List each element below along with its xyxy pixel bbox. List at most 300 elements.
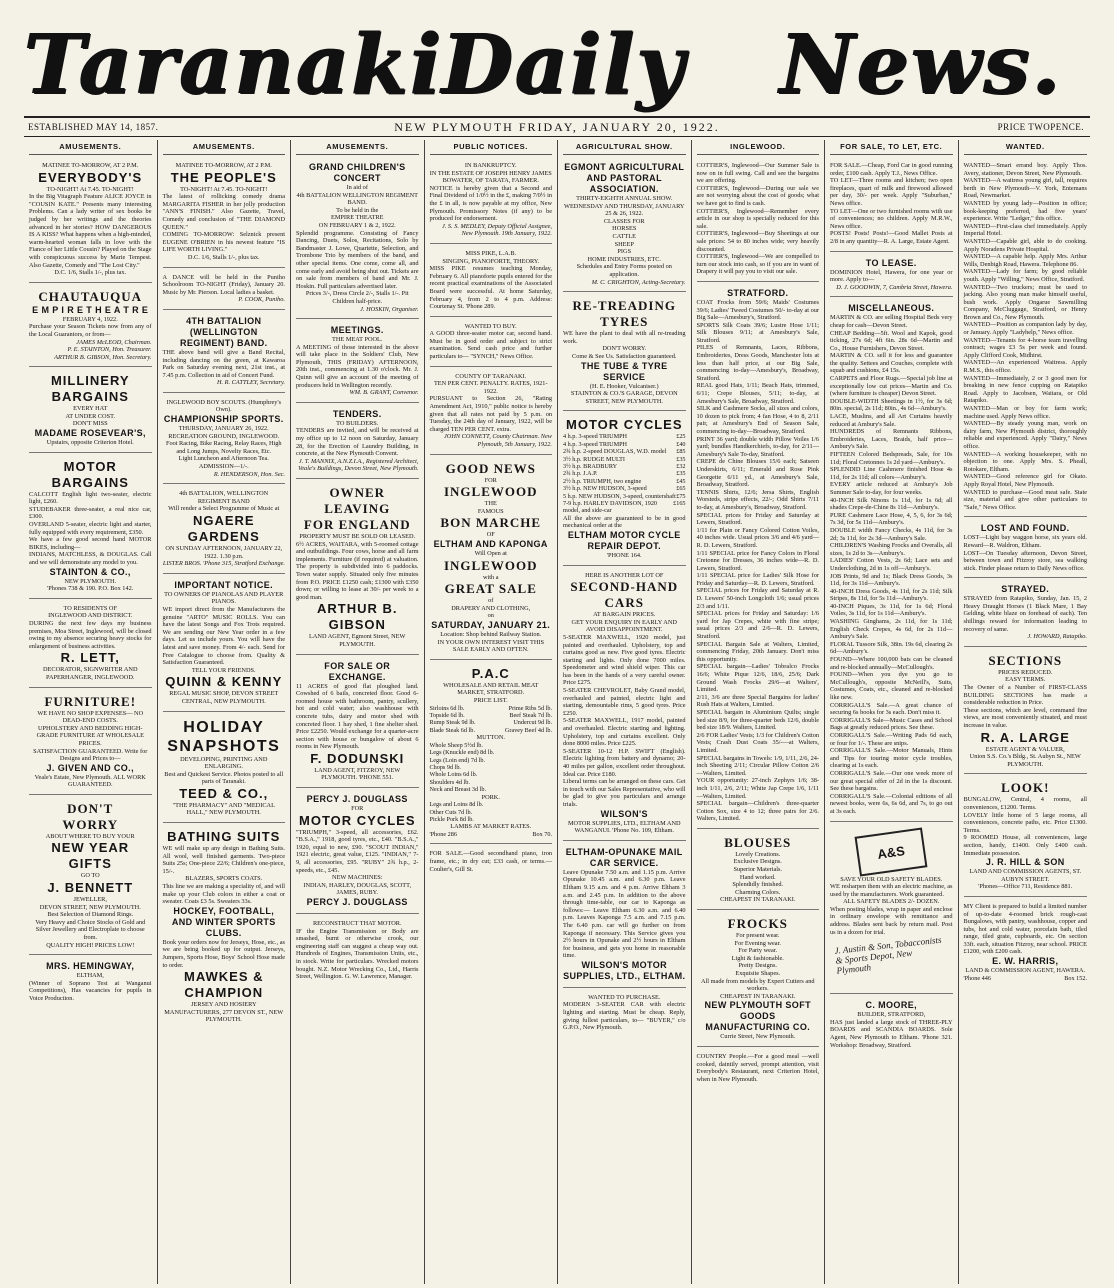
ad-signature: LISTER BROS. 'Phone 315, Stratford Exchange. — [162, 560, 285, 568]
ad-body: WE resharpen them with an electric machine, as used by the manufacturers. Work guaranteed. — [830, 883, 953, 898]
ad-body: Splendid programme. Consisting of Fancy Dancing, Duets, Solos, Recitations, Solo by Bandmaster J. Lowe, Quartette, Selection, and Trombone Trio by members of the band, and other special items. One come, come all, and come early and avoid being shut out. Tickets are on sale from members of band and Mr. J. Hoskin. Full particulars advertised later. — [296, 229, 419, 290]
ad-centered-line: IN THE ESTATE OF JOSEPH HENRY JAMES BOWATER, OF TARATA, FARMER. — [429, 169, 552, 185]
ad-centered-line: Very Heavy and Choice Stocks of Gold and Silver Jewellery and Electroplate to choose from. — [35, 918, 146, 942]
price-row — [563, 463, 686, 470]
advertisement — [163, 396, 286, 484]
ad-headline: IMPORTANT NOTICE. — [174, 579, 274, 590]
advertisement — [29, 691, 152, 795]
ad-body: CHILDREN'S Washing Frocks and Overalls, all sizes, 1s 2d to 3s—Ambury's. — [830, 542, 953, 557]
ad-centered-line: Currie Street, New Plymouth. — [720, 1033, 796, 1041]
ad-body: NOTICE is hereby given that a Second and Final Dividend of 1/0½ in the £, making 7/0½ in the £ in all, is now payable at my office, New Plymouth. Promissory Notes (if any) to be produced for endorsement. — [429, 184, 552, 223]
ad-centered-line: Foot Racing, Bike Racing, Relay Races, High and Long Jumps, Novelty Races, Etc. — [165, 440, 282, 455]
ad-centered-line: JERSEY AND HOSIERY MANUFACTURERS, 277 DEVON ST., NEW PLYMOUTH. — [164, 1001, 284, 1024]
ad-body: SPECIAL bargain—Children's three-quarter Cotton Sox, size 4 to 12; three pairs for 2/6. Walters, Limited. — [696, 800, 819, 823]
price-cell: 7-9 h.p. HARLEY DAVIDSON, 1920 model, and side-car — [563, 499, 658, 515]
ad-body: WANTED—By steady young man, work on dairy farm, New Plymouth district, thoroughly reliable and experienced. Apply "Dairy," News office. — [963, 420, 1087, 450]
advertisement — [830, 997, 953, 1054]
ad-body: 40-INCH Piques, 3s 11d, for 1s 6d; Floral Voiles, 3s 11d, for 1s 11d—Ambury's. — [830, 602, 953, 618]
advertisement — [697, 159, 820, 282]
price-list — [964, 975, 1088, 982]
ad-body: "TRIUMPH," 3-speed, all accessories, £62. "B.S.A.," 1918, good tyres, etc., £40. "B.S.A.," 1920, equal to new, £90. "SCOUT INDIAN," 1921 electric, great value, £125. "INDIAN," 7-9, all accessories, £95. "RUBY" 2¾ h.p., 2-speeds, etc., £45. — [296, 828, 419, 874]
ad-body: DOUBLE-WIDTH Sheetings in 1½, for 3s 6d; 80in. special, 2s 11d; 80in., 4s 6d—Ambury's. — [830, 397, 953, 413]
ad-centered-line: SAVE YOUR OLD SAFETY BLADES. — [840, 875, 943, 883]
ad-signature: J. HOWARD, Ratapiko. — [1027, 633, 1087, 641]
ad-centered-line: FOR — [351, 805, 364, 813]
ad-centered-line: Superior Materials. — [733, 866, 783, 874]
ad-centered-line: EMPIRE THEATRE — [330, 214, 384, 222]
ad-body: WANTED to purchase—Good meat safe. State size, material and give other particulars to "Safe," News Office. — [963, 488, 1087, 511]
advertisement — [296, 322, 419, 403]
ad-body: 1/11 for Plain or Fancy Colored Cotton Voiles, 40 inches wide. Usual prices 3/6 and 4/6 yard—R. D. Lewers, Stratford. — [696, 526, 819, 549]
ad-centered-line: Prices 3/-, Dress Circle 2/-, Stalls 1/-. Pit Children half-price. — [305, 290, 409, 305]
ad-centered-line: MOTOR SUPPLIES, LTD., ELTHAM AND WANGANUI. 'Phone No. 109, Eltham. — [567, 819, 681, 835]
ad-centered-line: D.C. 1/6, Stalls 1/-, plus tax. — [187, 253, 260, 261]
price-cell: Rump Steak 9d lb. — [429, 719, 476, 727]
price-list — [430, 801, 553, 823]
ad-body: WE will make up any design in Bathing Suits. All wool, well finished garments. Two-piece Suits 25s; One-piece 22/6; Children's one-piece, 15/-. — [162, 845, 285, 875]
ad-centered-line: ESTATE AGENT & VALUER, — [985, 745, 1065, 753]
ad-body: 1/11 SPECIAL price for Fancy Colors in Floral Cretonne for Dresses, 36 inches wide—R. D. Lewers, Stratford. — [696, 549, 819, 572]
ad-centered-line: TELL YOUR FRIENDS. — [191, 666, 256, 674]
ad-headline: QUINN & KENNY — [165, 674, 283, 690]
ad-centered-line: PRICES REDUCED. — [998, 668, 1053, 676]
advertisement — [430, 159, 553, 244]
ad-signature: D. J. GOODWIN, 7, Cambria Street, Hawera. — [836, 283, 953, 291]
ad-body: 1/11 SPECIAL price for Ladies' Silk Hose for Friday and Saturday—R. D. Lewers, Stratford. — [696, 572, 819, 587]
price-cell: 5 h.p. NEW HUDSON, 3-speed, countershaft — [563, 492, 676, 500]
ad-headline: MILLINERY — [50, 373, 130, 389]
ad-body: DURING the next few days my business premises, Moa Street, Inglewood, will be closed owing to my absence securing heavy stocks for enlargement of business activities. — [29, 619, 152, 650]
ad-body: WANTED—Lady for farm; by good reliable youth. Apply "Willing," News Office, Stratford. — [963, 268, 1087, 283]
ad-body: HUNDREDS of Remnants Ribbons, Embroideries, Laces, Braids, half price—Ambury's Sale. — [830, 428, 953, 451]
ad-body: FOR SALE.—Cheap, Ford Car in good running order, £100 cash. Apply T.J., News Office. — [830, 162, 953, 177]
ad-centered-line: Charming Colors. — [735, 888, 781, 896]
ad-centered-line: DEVELOPING, PRINTING AND ENLARGING. — [180, 755, 268, 771]
ad-centered-line: WANTED TO PURCHASE. — [588, 993, 661, 1001]
advertisement — [697, 1050, 820, 1088]
price-cell: Topside 6d lb. — [429, 711, 465, 719]
price-row — [563, 448, 686, 455]
ad-centered-line: For Party wear. — [738, 947, 778, 955]
advertisement — [163, 159, 286, 268]
price-cell: Whole Sheep 5½d lb. — [429, 741, 483, 749]
price-row — [563, 441, 686, 448]
price-cell: Chops 9d lb. — [429, 763, 461, 771]
ad-body: COTTIER'S, Inglewood—Buy Sheetings at our sale prices: 54 to 80 inches wide; very heavily discounted. — [696, 230, 819, 253]
advertisement — [964, 520, 1088, 578]
ad-headline: E M P I R E T H E A T R E — [32, 304, 149, 315]
ad-centered-line: SINGING, PIANOFORTE, THEORY. — [442, 257, 540, 265]
column-heading: WANTED. — [964, 140, 1088, 155]
ad-centered-line: Best Selection of Diamond Rings. — [47, 911, 134, 919]
price-row — [430, 779, 553, 786]
ad-body: COAT Frocks from 59/6; Maids' Costumes 39/6; Ladies' Tweed Costumes 50/- to-day at our Big Sale—Amesbury's, Stratford. — [696, 298, 819, 322]
price-cell: 2½ h.p. TRIUMPH, two engine — [563, 477, 642, 485]
advertisement — [296, 658, 419, 789]
ad-headline: CARS — [604, 595, 644, 611]
ad-body: CARPETS and Floor Rugs.—Special job line at exceptionally low cut prices—Martin and Co. (where furniture is cheaper) Devon Street. — [830, 375, 953, 398]
advertisement — [563, 991, 686, 1037]
ad-body: SILK and Cashmere Socks, all sizes and colors, 10 dozen to pick from; 4 fan Hose, 4 to 8, 2/11 pair, at Amesbury's End of Season Sale, commencing to-day—Broadway, Stratford. — [696, 405, 819, 435]
ad-headline: LOOK! — [1001, 780, 1050, 796]
price-cell: Undercut 9d lb. — [513, 719, 552, 727]
ad-centered-line: Light & fashionable. — [731, 954, 784, 962]
ad-body: WASHING Ginghams, 2s 11d, for 1s 11d; English Check Crepes, 4s 6d, for 2s 11d—Ambury's Sale. — [830, 618, 953, 641]
ad-headline: ELTHAM AND KAPONGA — [433, 538, 548, 549]
ad-centered-line: UPHOLSTERY AND BEDDING HIGH-GRADE FURNITURE AT WHOLESALE PRICES. — [36, 724, 144, 747]
price-list — [430, 742, 553, 794]
ad-centered-line: CLASSES FOR — [603, 217, 645, 225]
ad-body: TO LET—Three rooms and kitchen; two open fireplaces, quart of milk and firewood allowed per day, 30/- per week. Apply "Suburban," News office. — [830, 177, 953, 207]
price-cell: £75 — [676, 492, 686, 500]
price-row — [563, 493, 686, 500]
price-cell: Neck and Breast 3d lb. — [429, 786, 487, 794]
advertisement — [830, 825, 953, 995]
ad-body: CORRIGALL'S Sale.—Writing Pads 6d each, or four for 1/-. These are snips. — [830, 731, 953, 747]
ad-body: WANTED—Capable girl, able to do cooking. Apply Noradens Private Hospital. — [963, 237, 1087, 253]
ad-headline: J. BENNETT — [47, 880, 134, 896]
advertisement — [697, 285, 820, 829]
advertisement — [29, 370, 152, 452]
column-5 — [558, 140, 692, 1284]
ad-centered-line: Schedules and Entry Forms posted on application. — [576, 263, 672, 278]
advertisement — [430, 320, 553, 367]
ad-body: 40-INCH Dress Goods, 4s 11d, for 2s 11d; Silk Stripes, 8s 11d, for 5s 11d—Ambury's. — [830, 587, 953, 603]
advertisement — [830, 300, 953, 821]
ad-headline: NGAERE GARDENS — [187, 513, 260, 544]
advertisement — [563, 295, 686, 411]
ad-body: WANTED—First-class chef immediately. Apply Imperial Hotel. — [963, 222, 1087, 238]
ad-centered-line: "THE PHARMACY" AND "MEDICAL HALL," NEW PLYMOUTH. — [172, 801, 275, 817]
ad-centered-line: 4th BATTALION WELLINGTON REGIMENT BAND. — [296, 191, 418, 207]
ad-body: COTTIER'S, Inglewood—We are compelled to turn our stock into cash, so if you are in want of Drapery it will pay you to visit our sale. — [696, 253, 819, 276]
ad-centered-line: ON SUNDAY AFTERNOON, JANUARY 22, 1922. 1.30 p.m. — [165, 545, 283, 560]
ad-body: INDIANS, MATCHLESS, & DOUGLAS. Call and we will demonstrate any model to you. — [29, 551, 152, 566]
advertisement — [163, 271, 286, 310]
ad-body: CORRIGALL'S Sale.—Our one week more of our great special offer of 2d in the 1s discount. See these bargains. — [830, 769, 953, 793]
ad-centered-line: WEDNESDAY AND THURSDAY, JANUARY 25 & 26, 1922. — [564, 202, 685, 218]
price-row — [430, 786, 553, 793]
ad-body: BUNGALOW, Central, 4 rooms, all conveniences, £1200. Terms. — [963, 796, 1087, 811]
ad-centered-line: INGLEWOOD BOY SCOUTS. (Humphrey's Own). — [166, 398, 282, 414]
ad-centered-line: Exclusive Designs. — [733, 858, 782, 866]
ad-body: COTTIER'S, Inglewood—During our sale we are not worrying about the cost of goods; what we have got to find is cash. — [696, 184, 819, 207]
ad-body: LACE, Muslins, and all Art Curtains heavily reduced at Ambury's Sale. — [830, 413, 953, 428]
ad-body: 11 ACRES of good flat ploughed land. Cowshed of 6 bails, concreted floor. Good 6-roomed house with bathroom, pantry, scullery, hot and cold water; also washhouse with concrete tubs, dairy and motor shed with concreted floor. 1 hay shed, 1 fine shelter shed. Price £2250. Would exchange for a quarter-acre section with house or bungalow of about 6 rooms in New Plymouth. — [296, 682, 419, 751]
column-1 — [24, 140, 158, 1284]
ad-headline: STRATFORD. — [727, 287, 789, 298]
ad-body: SPECIAL bargain in Aluminium Quilts; single bed size 8/9, for three-quarter beds 12/6, double bed size 18/9. Walters, Limited. — [696, 708, 819, 732]
price-row — [563, 485, 686, 492]
ad-centered-line: 'Phones—Office 711, Residence 881. — [978, 883, 1073, 891]
ad-body: LOST—Light bay waggon horse, six years old. Reward—R. Waldron, Eltham. — [963, 534, 1087, 549]
ad-centered-line: INGLEWOOD AND DISTRICT. — [48, 612, 133, 620]
ad-centered-line: DON'T WORRY. — [602, 345, 647, 353]
ad-body: MISS PIKE resumes teaching Monday, February 6. All pianoforte pupils entered for the recent practical examinations of the Associated Board were successful. At home Saturday, February 4, from 2 to 4 p.m. Address: Courtenay St. 'Phone 289. — [429, 265, 552, 311]
ad-centered-line: IN YOUR OWN INTEREST VISIT THIS SALE EARLY AND OFTEN. — [437, 638, 545, 654]
advertisement — [29, 456, 152, 599]
column-heading: AMUSEMENTS. — [163, 140, 286, 155]
ad-centered-line: JEWELLER, — [73, 896, 107, 904]
column-heading: FOR SALE, TO LET, ETC. — [830, 140, 953, 155]
ad-headline: LOST AND FOUND. — [980, 523, 1070, 534]
ad-body: LOVELY little home of 5 large rooms, all conveniences, concrete paths, etc. Price £1300. Terms. — [963, 811, 1087, 834]
price-row — [430, 801, 553, 808]
advertisement — [163, 715, 286, 824]
price-cell: Blade Steak 6d lb. — [429, 726, 475, 734]
ad-headline: SECTIONS — [988, 652, 1063, 668]
ad-body: WANTED by young lady—Position in office; book-keeping preferred, had five years' experience. Write "Ledger," this office. — [963, 199, 1087, 223]
ad-centered-line: HOME INDUSTRIES, ETC. — [587, 255, 661, 263]
ad-body: A DANCE will be held in the Puniho Schoolroom TO-NIGHT (Friday), January 20. Music by Mr. Pierson. Local ladies a basket. — [162, 273, 285, 296]
ad-body: FOR SALE.—Good secondhand piano, iron frame, etc.; in dry cut; £33 cash, or terms.—Coulter's, Gill St. — [429, 850, 552, 873]
price-row — [430, 749, 553, 756]
masthead-word-daily: Daily — [442, 17, 687, 113]
ad-headline: ELTHAM-OPUNAKE MAIL CAR SERVICE. — [565, 846, 683, 868]
ad-centered-line: (H. E. Hooker, Vulcaniser.) — [589, 382, 659, 390]
ad-body: TENNIS Shirts, 12/6; Jersa Shirts, English Worsteds, stripe effects, 22/-; Odd Shirts 7/11 to-day, at Amesbury's, Broadway, Stratford. — [696, 488, 819, 511]
ad-body: MY Client is prepared to build a limited number of up-to-date 4-roomed brick rough-cast Bungalows, with pantry, washhouse, copper and tubs, hot and cold water, porcelain bath, tiled range, tiled grate, cupboards, etc. On section 33ft. each, situation Fitzroy, near school. PRICE £1200, with £200 cash. — [963, 902, 1087, 956]
ad-centered-line: Veale's Estate, New Plymouth. ALL WORK GUARANTEED. — [34, 773, 146, 789]
ad-body: YOUR opportunity: 27-inch Zephyrs 1/6; 38-inch 1/11, 2/6, 2/11; White Jap Crepe 1/6, 1/11—Walters, Limited. — [696, 777, 819, 800]
price-row — [430, 705, 553, 712]
ad-body: The Owner of a Number of FIRST-CLASS BUILDING SECTIONS has made a considerable reduction in Price. — [963, 684, 1087, 707]
ad-centered-line: MATINEE TO-MORROW, AT 2 P.M. — [42, 162, 139, 169]
ad-centered-line: on — [487, 612, 494, 620]
price-cell: Prime Ribs 5d lb. — [508, 704, 552, 712]
ad-centered-line: COUNTY OF TARANAKI. — [455, 372, 527, 380]
ad-centered-line: LAND & COMMISSION AGENT, HAWERA. — [965, 967, 1086, 975]
ad-body: OVERLAND 5-seater, electric light and starter, fully equipped with every requirement, £350. — [29, 521, 152, 536]
ad-centered-line: RECONSTRUCT THAT MOTOR. — [312, 920, 402, 927]
masthead-word-taranaki: Taranaki — [24, 17, 444, 113]
ad-body: PURE Cashmere Lace Hose, 4, 5, 6, for 3s 6d; 7s 3d, for 5s 11d—Ambury's. — [830, 511, 953, 527]
price-cell: 2¾ h.p. 2-speed DOUGLAS, W.D. model — [563, 448, 667, 456]
ad-centered-line: REGAL MUSIC SHOP, DEVON STREET CENTRAL, NEW PLYMOUTH. — [169, 690, 279, 705]
price-cell: Legs and Loins 8d lb. — [429, 801, 484, 809]
logo-badge: A&S — [855, 827, 928, 876]
price-cell: Sirloins 6d lb. — [429, 704, 465, 712]
price-row — [430, 816, 553, 823]
ad-centered-line: FOR — [484, 476, 497, 484]
ad-centered-line: THIRTY-EIGHTH ANNUAL SHOW. — [576, 195, 673, 202]
price-row — [563, 470, 686, 477]
ad-body: CORRIGALL'S Sale.—Colonial editions of all newest books, were 6s, 6s 6d, and 7s, to go out at 3s each. — [830, 792, 953, 815]
ad-body: SPECIAL prices for Friday and Saturday at Lewers, Stratford. — [696, 511, 819, 527]
advertisement — [964, 581, 1088, 647]
ad-headline: HOLIDAY — [183, 718, 265, 736]
ad-body: REAL good Hats, 1/11; Beach Hats, trimmed, 6/11; Crepe Blouses, 5/11; to-day, at Amesbury's Sale, Broadway, Stratford. — [696, 382, 819, 405]
ad-headline: ARTHUR B. GIBSON — [317, 601, 398, 633]
price-cell: £85 — [676, 448, 686, 456]
ad-body: All the above are guaranteed to be in good mechanical order at the — [563, 514, 686, 530]
ad-centered-line: AT BARGAIN PRICES. — [593, 611, 656, 619]
ad-body: WANTED—A capable help. Apply Mrs. Arthur Wills, Denbigh Road, Hawera. Telephone 86. — [963, 253, 1087, 268]
ad-body: WANTED—Immediately, 2 or 3 good men for breaking in new fence cupping on Ratapiko Road. Apply to Jacobsen, Waitara, or Old Ratapiko. — [963, 374, 1087, 405]
ad-headline: THE PEOPLE'S — [170, 169, 277, 185]
ad-body: A MEETING of those interested in the above will take place in the Soldiers' Club, New Plymouth, THIS (FRIDAY) AFTERNOON, 20th inst., commencing at 1.30 o'clock. Mr. J. Quinn will give an account of the meeting of producers held in Wellington recently. — [296, 343, 419, 389]
ad-body: 2/6 FOR Ladies' Vests; 1/3 for Children's Cotton Vests; Crash Dust Coats 35/-—at Walters, Limited. — [696, 731, 819, 754]
advertisement — [29, 286, 152, 368]
ad-centered-line: GET YOUR ENQUIRY IN EARLY AND AVOID DISAPPOINTMENT. — [571, 618, 677, 634]
price-cell: £35 — [676, 455, 686, 463]
ad-centered-line: SATISFACTION GUARANTEED. Write for Designs and Prices to— — [33, 747, 148, 763]
advertisement — [296, 159, 419, 319]
ad-centered-line: STAINTON & CO.'S GARAGE, DEVON STREET, NEW PLYMOUTH. — [570, 390, 678, 405]
ad-centered-line: Best and Quickest Service. Photos posted to all parts of Taranaki. — [164, 770, 284, 786]
advertisement — [163, 313, 286, 393]
ad-centered-line: LAND AGENT, Egmont Street, NEW PLYMOUTH. — [309, 633, 406, 648]
ad-body: Book your orders now for Jerseys, Hose, etc., as we are being booked up for output. Jerseys, Jumpers, Sports Hose, Boys' School Hose made to order. — [162, 938, 285, 969]
ad-body: 2/11, 3/6 are three Special Bargains for ladies' Rush Hats at Walters, Limited. — [696, 693, 819, 709]
ad-signature: H. R. CATTLEY, Secretary. — [216, 379, 285, 387]
ad-headline: FROCKS — [727, 916, 788, 932]
ad-headline: MAWKES & — [184, 969, 264, 985]
ad-centered-line: TO RESIDENTS OF — [63, 604, 117, 612]
ad-headline: FOR SALE OR EXCHANGE. — [324, 660, 391, 682]
ad-headline: SNAPSHOTS — [167, 737, 281, 755]
ad-body: PURSUANT to Section 26, "Rating Amendment Act, 1910," public notice is hereby given that all rates not paid by 5 p.m. on Tuesday, the 24th day of January, 1922, will be charged TEN PER CENT. extra. — [429, 395, 552, 433]
advertisement — [296, 406, 419, 479]
handwritten-signature: J. Austin & Son, Tobacconists & Sports Depot, New Plymouth — [834, 934, 943, 976]
advertisement — [29, 798, 152, 955]
ad-headline: EVERYBODY'S — [38, 169, 143, 185]
ad-centered-line: Union S.S. Co.'s Bldg., St. Aubyn St., NEW PLYMOUTH. — [969, 753, 1081, 768]
ad-centered-line: IN BANKRUPTCY. — [464, 162, 517, 169]
ad-centered-line: WHOLESALE AND RETAIL MEAT MARKET, STRATFORD. — [443, 681, 539, 697]
ad-headline: MADAME ROSEVEAR'S, — [34, 428, 146, 439]
ad-body: CREPE de Chine Blouses 15/6 each; Satseen Underskirts, 6/11; Emerald and Rose Pink Georgette 6/11 yd., at Amesbury's Sale, Broadway, Stratford. — [696, 458, 819, 489]
ad-body: TO LET—One or two furnished rooms with use of conveniences; no children. Apply M.R.W., News office. — [830, 207, 953, 230]
price-row — [563, 500, 686, 515]
ad-headline: R. A. LARGE — [980, 729, 1070, 745]
ad-body: This line we are making a speciality of, and will make up your Club colors in either a coat or sweater. Coats £3 5s. Sweaters 33s. — [162, 883, 285, 906]
ad-centered-line: RECREATION GROUND, INGLEWOOD. — [168, 432, 280, 440]
ad-headline: STAINTON & CO., — [49, 566, 131, 577]
ad-centered-line: For Evening wear. — [734, 939, 781, 947]
ad-headline: OWNER LEAVING — [324, 485, 391, 516]
ad-headline: BARGAINS — [51, 389, 129, 405]
ad-body: SPECIAL bargain—Ladies' Tobralco Frocks 16/6; White Pique 12/6, 18/6, 25/6; Dark Ground Wash Frocks 29/6—at Walters', Limited. — [696, 663, 819, 694]
ad-body: WE import direct from the Manufacturers the genuine "ARTO" MUSIC ROLLS. You can have the latest Songs and Fox Trots required. We are sending our New Year order in a few days. Let us include yours. You will have the latest and save money. From 4/- each. Send for Free Catalogue to choose from. Quality & Satisfaction Guaranteed. — [162, 605, 285, 667]
ad-headline: E. W. HARRIS, — [992, 956, 1059, 967]
ad-centered-line: CHEAPEST IN TARANAKI. — [720, 992, 796, 1000]
ad-body: DOMINION Hotel, Hawera, for one year or more. Apply to— — [830, 268, 953, 284]
ad-centered-line: of — [488, 597, 494, 605]
price-cell: £45 — [676, 477, 686, 485]
ad-centered-line: QUALITY HIGH! PRICES LOW! — [46, 941, 135, 949]
ad-centered-line: with a — [482, 573, 499, 581]
ad-body: MARTIN & CO. are selling Hospital Beds very cheap for cash—Devon Street. — [830, 314, 953, 329]
price-row — [430, 727, 553, 734]
ad-signature: R. HENDERSON, Hon. Sec. — [213, 470, 285, 478]
ad-headline: MOTOR CYCLES — [566, 417, 683, 433]
ad-centered-line: Pretty Designs. — [738, 962, 777, 970]
ad-body: Leave Opunake 7.50 a.m. and 1.15 p.m. Arrive Opunake 10.45 a.m. and 6.30 p.m. Leave Eltham 9.15 a.m. and 4 p.m. Arrive Eltham 3 a.m. and 2.45 p.m. In addition to the above through time-table, our car to Kaponga as follows:— Leave Eltham 6.30 a.m. and 6.40 p.m. Leaves Kaponga 7.5 a.m. and 7.15 p.m. The 6.40 p.m. car will go further on from Kaponga if necessary. This Service gives you 2½ hours in Opunake and 2½ hours in Eltham for business, and gets you home in reasonable time. — [563, 868, 686, 960]
price-cell: Beef Steak 7d lb. — [509, 711, 552, 719]
ad-centered-line: Upstairs, opposite Criterion Hotel. — [46, 439, 134, 447]
advertisement — [296, 917, 419, 986]
ad-body: LADIES' Cotton Vests, 2s 6d; Lace sets and Underclothing, 2d in 1s off—Ambury's. — [830, 557, 953, 572]
price-cell: Whole Loins 6d lb. — [429, 771, 478, 779]
ad-body: We have a few good second hand MOTOR BIKES, including— — [29, 536, 152, 551]
ad-headline: FURNITURE! — [44, 693, 137, 709]
ad-headline: C. MOORE, — [865, 1000, 918, 1011]
ad-headline: NEW YEAR GIFTS — [51, 840, 130, 872]
ad-headline: SATURDAY, JANUARY 21. — [431, 619, 551, 630]
advertisement — [29, 602, 152, 688]
ad-headline: MRS. HEMINGWAY, — [46, 961, 135, 972]
price-cell: 3½ h.p. NEW HUDSON, 3-speed — [563, 485, 647, 493]
column-7 — [825, 140, 959, 1284]
ad-centered-line: Will render a Select Programme of Music at — [168, 505, 280, 513]
ad-body: LOST—On Tuesday afternoon, Devon Street, between town and Fitzroy store, sea walking stick. Finder please return to Daily News office. — [963, 549, 1087, 572]
ad-centered-line: HERE IS ANOTHER LOT OF — [585, 571, 664, 579]
ad-body: 6½ ACRES, WAITARA, with 5-roomed cottage and outbuildings. Four cows, horse and all farm implements. Furniture (if required) at valuation. The property is subdivided into 6 paddocks. Town water supply. Situated only five minutes from P.O. PRICE £1250 cash; £1300 with £350 down; or willing to lease at 30/- per week to a good man. — [296, 540, 419, 601]
advertisement — [163, 826, 286, 1029]
ad-body: SPECIAL prices for Friday and Saturday at R. D. Lewers' 50-inch Longcloth 1/6; usual prices 2/3 and 1/11. — [696, 587, 819, 610]
ad-headline: NEW PLYMOUTH SOFT GOODS MANUFACTURING CO. — [704, 1000, 811, 1033]
ad-centered-line: GO TO — [80, 872, 100, 880]
column-2 — [158, 140, 292, 1284]
price-cell: £40 — [676, 440, 686, 448]
column-heading: PUBLIC NOTICES. — [430, 140, 553, 155]
column-heading: AGRICULTURAL SHOW. — [563, 140, 686, 155]
ad-headline: THE TUBE & TYRE SERVICE — [580, 360, 668, 382]
advertisement — [964, 900, 1088, 987]
ad-body: In the Big Vitagraph Feature ALICE JOYCE in "COUSIN KATE." Presents many interesting Problems. Can a lady writer of sex books be judged by her writings and the theories advanced in her stories? HOW DANGEROUS IS A KISS? What happens when a high-minded, warm-hearted woman falls in love with the Fiance of her Little Cousin? Played on the Stage with conspicuous success by Marie Tempest. Also Gazette, Comedy and "The Lost City." — [29, 193, 152, 269]
ad-body: COMING TO-MORROW: Selznick present EUGENE O'BRIEN in his newest feature "IS LIFE WORTH LIVING." — [162, 231, 285, 254]
ad-centered-line: Light Luncheon and Afternoon Tea. ADMISSION—1/-. — [178, 455, 269, 471]
price-cell: £25 — [676, 433, 686, 441]
ad-body: Purchase your Season Tickets now from any of the Local Guarantors, or from— — [29, 323, 152, 338]
ad-centered-line: PRICE LIST. — [473, 696, 508, 704]
advertisement — [964, 650, 1088, 775]
price-cell: Other Cuts 7d lb. — [429, 808, 473, 816]
price-cell: 'Phone 286 — [429, 830, 457, 838]
ad-body: SPORTS Silk Coats 39/6; Lustre Hose 1/11; Silk Blouses 9/11; at Amesbury's Sale, Stratford. — [696, 321, 819, 344]
ad-headline: PERCY J. DOUGLASS — [306, 794, 408, 805]
price: PRICE TWOPENCE. — [997, 122, 1084, 132]
advertisement — [430, 847, 553, 878]
price-row — [964, 975, 1088, 982]
ad-headline: DON'T — [67, 800, 114, 816]
ad-centered-line: THE MEAT POOL. — [332, 336, 383, 344]
ad-centered-line: 4th BATTALION, WELLINGTON REGIMENT BAND — [179, 490, 269, 505]
ad-headline: ELTHAM MOTOR CYCLE REPAIR DEPOT. — [567, 529, 681, 551]
ad-headline: TYRES — [600, 314, 649, 330]
advertisement — [563, 844, 686, 988]
ad-body: TENDERS are invited, and will be received at my office up to 12 noon on Saturday, January 28, for the Erection of Laundry Building, in concrete, at the New Plymouth Convent. — [296, 427, 419, 458]
ad-centered-line: HORSES — [612, 225, 637, 233]
ad-centered-line: Hand worked. — [739, 873, 776, 881]
ad-centered-line: CHEAPEST IN TARANAKI. — [720, 896, 796, 904]
ad-centered-line: 'PHONE 164. — [606, 551, 642, 559]
ad-body: CALCOTT English light two-seater, electric light, £260. — [29, 490, 152, 506]
ad-body: 9 ROOMED House, all conveniences, large section, handy, £1400. Only £400 cash. Immediate possession. — [963, 834, 1087, 857]
ad-centered-line: DRAPERY AND CLOTHING, — [451, 604, 531, 612]
ad-signature: J. T. MANNIX, A.N.Z.I.A., Registered Architect, Veale's Buildings, Devon Street, New Plymouth. — [298, 457, 419, 473]
ad-body: 5-SEATER CHEVROLET, Baby Grand model, overhauled and painted, electric light and starting, demountable rims, 5 good tyres. Price £250. — [563, 687, 686, 717]
ad-body: HAS just landed a large stock of THREE-PLY BOARDS and SCANDIA BOARDS. Sole Agent, New Plymouth to Eltham. 'Phone 321. Workshop: Broadway, Stratford. — [830, 1018, 953, 1049]
ad-centered-line: WE HAVE NO SHOP EXPENSES— NO DEAD-END COSTS. — [37, 709, 144, 725]
columns — [24, 140, 1092, 1284]
ad-body: POSTS! Posts! Posts!—Good Mallet Posts at 2/8 in any quantity—R. A. Large, Estate Agent. — [830, 230, 953, 245]
advertisement — [430, 370, 553, 455]
ad-headline: 4TH BATTALION (WELLINGTON REGIMENT) BAND. — [180, 315, 268, 348]
advertisement — [830, 255, 953, 298]
ad-centered-line: Exquisite Shapes. — [735, 970, 781, 977]
